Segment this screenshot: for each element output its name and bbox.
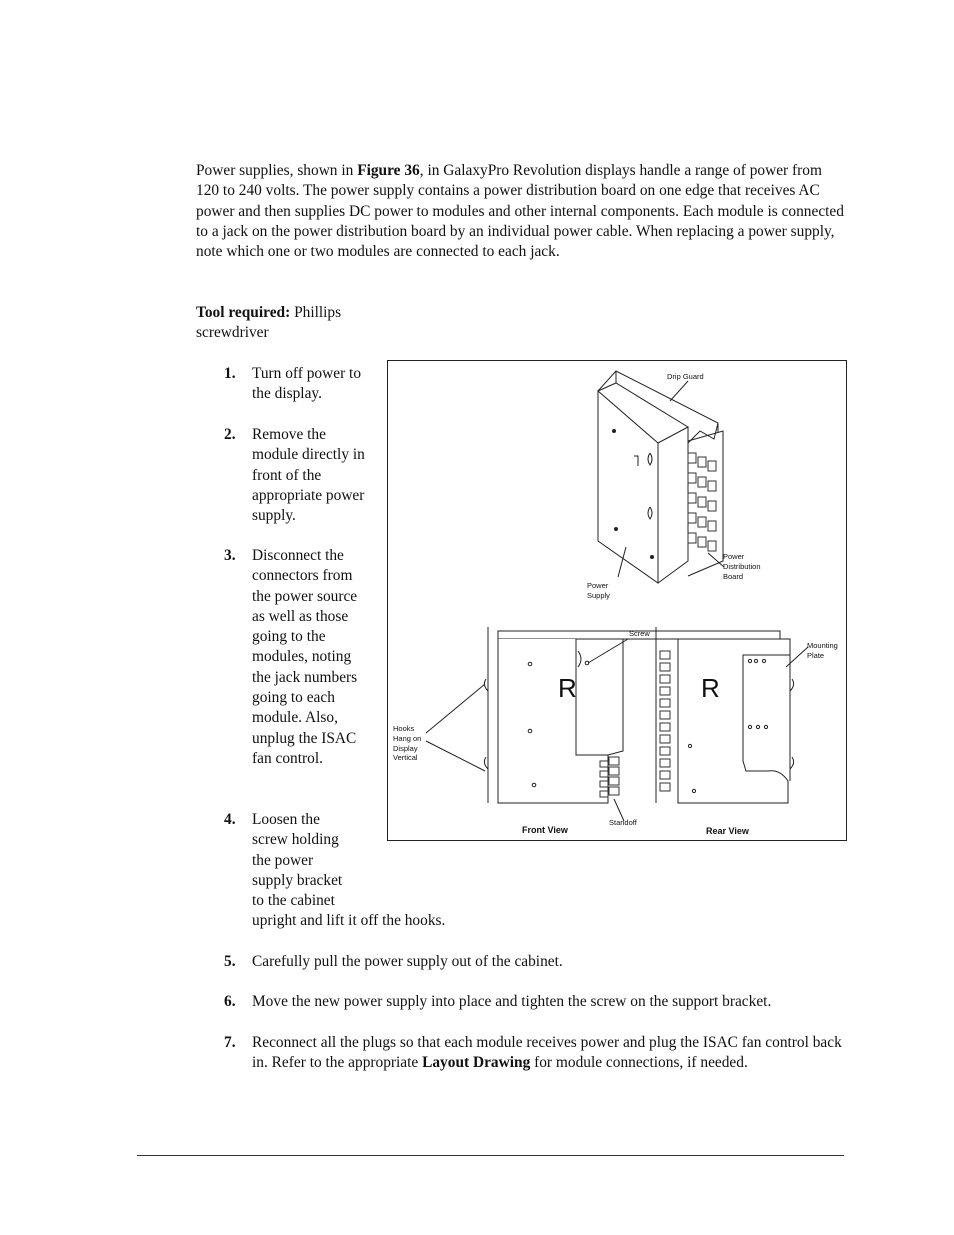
front-view-label: Front View bbox=[522, 825, 568, 835]
intro-paragraph bbox=[196, 161, 846, 262]
step-text: Turn off power to the display. bbox=[252, 365, 362, 403]
step-number: 7. bbox=[224, 1034, 236, 1051]
hooks-label-line-4: Vertical bbox=[393, 753, 418, 762]
step-text-part: for module connections, if needed. bbox=[530, 1054, 748, 1072]
tool-required bbox=[196, 303, 376, 344]
step-number: 5. bbox=[224, 953, 236, 970]
step-number: 1. bbox=[224, 365, 236, 382]
step-number: 2. bbox=[224, 426, 236, 443]
power-supply-label-line-2: Supply bbox=[587, 591, 610, 600]
hooks-label-line-1: Hooks bbox=[393, 724, 415, 733]
hooks-label-line-2: Hang on bbox=[393, 734, 422, 743]
step-line: upright and lift it off the hooks. bbox=[252, 912, 446, 930]
step-line: screw holding bbox=[252, 831, 339, 849]
tool-label: Tool required: bbox=[196, 304, 291, 321]
step-text-part: Reconnect all the plugs so that each module receives power and plug the ISAC fan control back in. Refer to the appropriate bbox=[252, 1034, 842, 1072]
power-supply-figure bbox=[387, 360, 847, 841]
step-number: 4. bbox=[224, 811, 236, 828]
pdb-label-line-2: Distribution bbox=[723, 562, 761, 571]
power-supply-label-line-1: Power bbox=[587, 581, 609, 590]
step-line: to the cabinet bbox=[252, 892, 335, 910]
intro-text-2: , in GalaxyPro Revolution displays handle a range of power from 120 to 240 volts. The power supply contains a power distribution board on one edge that receives AC power and then supplies DC power to modules and other internal components. Each module is connected to a jack on the power distribution board by an individual power cable. When replacing a power supply, note which one or two modules are connected to each jack. bbox=[196, 162, 844, 261]
pdb-label-line-1: Power bbox=[723, 552, 745, 561]
footer-rule bbox=[137, 1155, 844, 1156]
pdb-label-line-3: Board bbox=[723, 572, 744, 581]
step-text: Move the new power supply into place and tighten the screw on the support bracket. bbox=[252, 993, 772, 1010]
rear-view-label: Rear View bbox=[706, 826, 749, 836]
figure-reference: Figure 36 bbox=[357, 162, 420, 179]
step-text bbox=[252, 1033, 852, 1074]
step-text: Disconnect the connectors from the power source as well as those going to the modules, noting the jack numbers going to each module. Also, unplug the ISAC fan control. bbox=[252, 547, 358, 767]
power-supply-illustration bbox=[388, 361, 848, 842]
screw-label: Screw bbox=[629, 629, 650, 638]
step-line: the power bbox=[252, 851, 314, 869]
step-line: supply bracket bbox=[252, 871, 343, 889]
intro-text-1: Power supplies, shown in bbox=[196, 162, 358, 179]
step-text: Carefully pull the power supply out of the cabinet. bbox=[252, 953, 563, 970]
step-number: 3. bbox=[224, 547, 236, 564]
step-line: Loosen the bbox=[252, 811, 320, 828]
drip-guard-label: Drip Guard bbox=[667, 372, 704, 381]
hooks-label-line-3: Display bbox=[393, 744, 418, 753]
step-number: 6. bbox=[224, 993, 236, 1010]
step-text: Remove the module directly in front of the appropriate power supply. bbox=[252, 426, 365, 525]
mounting-plate-label-line-2: Plate bbox=[807, 651, 825, 660]
panel-letter-front: R bbox=[558, 673, 577, 703]
layout-drawing-reference: Layout Drawing bbox=[422, 1054, 531, 1072]
mounting-plate-label-line-1: Mounting bbox=[807, 641, 838, 650]
standoff-label: Standoff bbox=[609, 818, 637, 827]
panel-letter-rear: R bbox=[701, 673, 720, 703]
tool-value: Phillips screwdriver bbox=[196, 304, 342, 342]
